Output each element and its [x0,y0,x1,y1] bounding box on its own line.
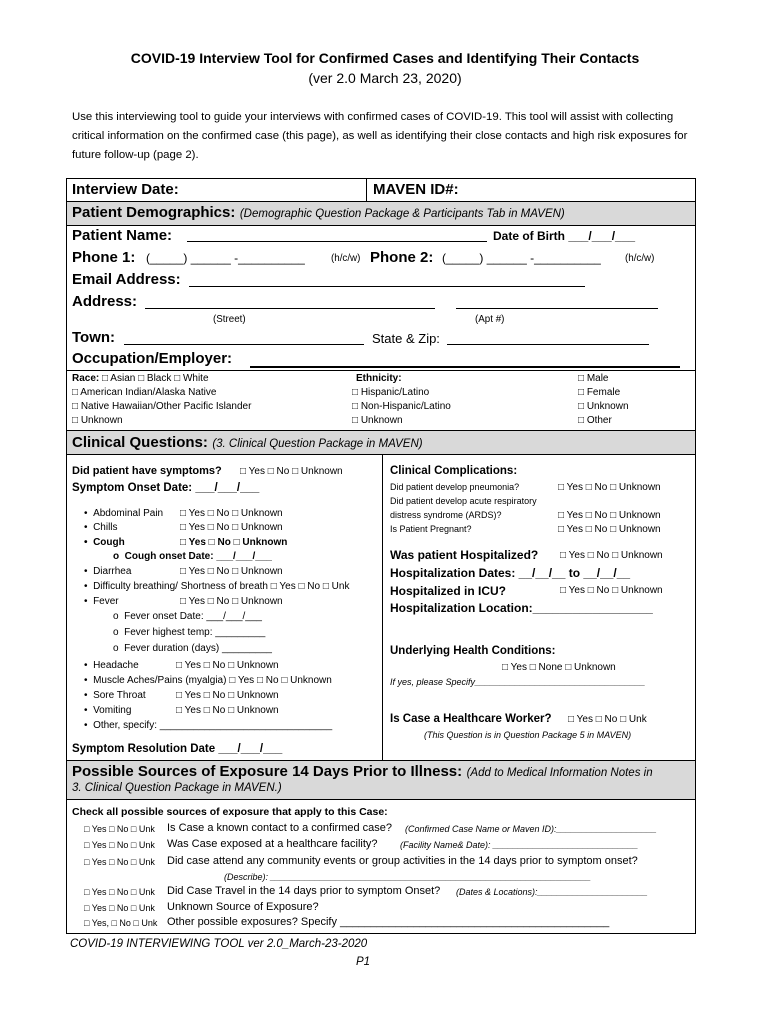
divider [66,454,696,455]
race-option-nh[interactable]: □ Native Hawaiian/Other Pacific Islander [72,401,252,412]
page-number: P1 [356,956,371,968]
ethnicity-non-hispanic[interactable]: □ Non-Hispanic/Latino [352,401,451,412]
symptom-muscle[interactable]: • Muscle Aches/Pains (myalgia) □ Yes □ No □ Unknown [84,675,332,686]
exposure-travel-note[interactable]: (Dates & Locations):______________________ [456,887,648,897]
symptom-label: Difficulty breathing/ Shortness of breath □ Yes □ No □ Unk [93,581,350,592]
phone2-label: Phone 2: [370,249,434,266]
sex-female[interactable]: □ Female [578,387,621,398]
interview-date-label: Interview Date: [72,181,179,198]
symptom-label: Other, specify: _______________________________ [93,720,333,731]
symptom-diarrhea: • Diarrhea [84,566,132,577]
exposure-other-question[interactable]: Other possible exposures? Specify ____________________________________________ [167,916,610,928]
pneumonia-options[interactable]: □ Yes □ No □ Unknown [558,482,661,493]
street-field[interactable] [145,296,435,309]
clinical-section [66,430,696,762]
hospitalization-location[interactable]: Hospitalization Location:__________________ [390,601,653,615]
icu-question: Hospitalized in ICU? [390,584,507,598]
sex-unknown[interactable]: □ Unknown [578,401,629,412]
divider [66,225,696,226]
underlying-options[interactable]: □ Yes □ None □ Unknown [502,662,616,673]
onset-date[interactable]: Symptom Onset Date: ___/___/___ [72,482,260,494]
demographics-heading: Patient Demographics: [72,204,236,221]
fever-temp-label: Fever highest temp: _________ [124,627,266,638]
fever-highest-temp[interactable]: o Fever highest temp: _________ [113,627,266,638]
document-subtitle: (ver 2.0 March 23, 2020) [308,70,462,86]
symptom-label: Chills [93,522,118,533]
ethnicity-unknown[interactable]: □ Unknown [352,415,403,426]
exposure-known-contact-options[interactable]: □ Yes □ No □ Unk [84,824,155,834]
pregnant-options[interactable]: □ Yes □ No □ Unknown [558,524,661,535]
fever-onset-label: Fever onset Date: ___/___/___ [124,611,262,622]
phone1-type[interactable]: (h/c/w) [331,253,361,264]
divider [66,370,696,371]
demographics-header [72,204,565,222]
demographics-note: (Demographic Question Package & Participants Tab in MAVEN) [239,208,565,220]
symptom-label: Diarrhea [93,566,132,577]
underlying-heading: Underlying Health Conditions: [390,645,556,657]
phone2-field[interactable]: (_____) ______ -__________ [442,251,601,265]
check-all-instruction: Check all possible sources of exposure that apply to this Case: [72,806,388,818]
symptom-breathing[interactable]: • Difficulty breathing/ Shortness of breath □ Yes □ No □ Unk [84,581,350,592]
email-label: Email Address: [72,271,181,288]
maven-id-label: MAVEN ID#: [373,181,459,198]
complications-heading: Clinical Complications: [390,465,518,477]
symptom-headache: • Headache [84,660,139,671]
phone1-field[interactable]: (_____) ______ -__________ [146,251,305,265]
clinical-heading: Clinical Questions: [72,434,208,451]
healthcare-worker-note: (This Question is in Question Package 5 in MAVEN) [424,730,632,740]
symptom-headache-options[interactable]: □ Yes □ No □ Unknown [176,660,279,671]
exposure-other-options[interactable]: □ Yes, □ No □ Unk [84,918,158,928]
symptom-resolution-date[interactable]: Symptom Resolution Date ___/___/___ [72,743,283,755]
symptom-fever-options[interactable]: □ Yes □ No □ Unknown [180,596,283,607]
symptom-sore-throat-options[interactable]: □ Yes □ No □ Unknown [176,690,279,701]
apt-caption: (Apt #) [475,314,505,325]
street-caption: (Street) [213,314,246,325]
patient-name-field[interactable] [187,229,487,242]
symptom-abdominal: • Abdominal Pain [84,508,164,519]
race-options-row1[interactable]: □ Asian □ Black □ White [102,373,209,384]
dob-label[interactable]: Date of Birth ___/___/___ [493,229,636,243]
symptom-diarrhea-options[interactable]: □ Yes □ No □ Unknown [180,566,283,577]
exposure-healthcare-options[interactable]: □ Yes □ No □ Unk [84,840,155,850]
patient-name-label: Patient Name: [72,227,173,244]
symptom-cough: • Cough [84,537,125,548]
address-label: Address: [72,293,138,310]
fever-duration[interactable]: o Fever duration (days) _________ [113,643,272,654]
exposure-healthcare-question: Was Case exposed at a healthcare facility? [167,838,378,850]
symptoms-question: Did patient have symptoms? [72,465,222,477]
exposure-unknown-question: Unknown Source of Exposure? [167,901,319,913]
divider [366,178,367,201]
sex-other[interactable]: □ Other [578,415,612,426]
symptom-label: Muscle Aches/Pains (myalgia) □ Yes □ No □ Unknown [93,675,332,686]
hospitalized-options[interactable]: □ Yes □ No □ Unknown [560,550,663,561]
exposure-healthcare-note[interactable]: (Facility Name& Date): _____________________________ [400,840,639,850]
ards-question-line1: Did patient develop acute respiratory [390,496,537,506]
occupation-label: Occupation/Employer: [72,350,233,367]
cough-onset-date[interactable]: o Cough onset Date: ___/___/___ [113,551,272,562]
ethnicity-hispanic[interactable]: □ Hispanic/Latino [352,387,430,398]
symptoms-options[interactable]: □ Yes □ No □ Unknown [240,466,343,477]
divider [382,454,383,760]
exposure-note-line2: 3. Clinical Question Package in MAVEN.) [72,782,282,794]
symptom-label: Sore Throat [93,690,146,701]
symptom-fever: • Fever [84,596,119,607]
document-title: COVID-19 Interview Tool for Confirmed Cases and Identifying Their Contacts [130,50,640,66]
symptom-label: Vomiting [93,705,132,716]
exposure-community-question: Did case attend any community events or group activities in the 14 days prior to symptom onset? [167,855,638,867]
exposure-note: (Add to Medical Information Notes in [466,767,653,779]
symptom-cough-options[interactable]: □ Yes □ No □ Unknown [180,537,288,548]
pneumonia-question: Did patient develop pneumonia? [390,482,520,492]
race-group[interactable] [72,373,209,384]
footer-title: COVID-19 INTERVIEWING TOOL ver 2.0_March-23-2020 [70,938,368,950]
occupation-field[interactable] [250,354,680,368]
symptom-label: Abdominal Pain [93,508,164,519]
healthcare-worker-question: Is Case a Healthcare Worker? [390,713,552,725]
symptom-vomiting-options[interactable]: □ Yes □ No □ Unknown [176,705,279,716]
healthcare-worker-options[interactable]: □ Yes □ No □ Unk [568,714,647,725]
clinical-header [72,434,423,452]
apt-field[interactable] [456,296,658,309]
race-option-unknown[interactable]: □ Unknown [72,415,123,426]
hospitalization-dates[interactable]: Hospitalization Dates: __/__/__ to __/__/__ [390,566,631,580]
symptom-sore-throat: • Sore Throat [84,690,146,701]
exposure-known-contact-question: Is Case a known contact to a confirmed case? [167,822,393,834]
symptom-abdominal-options[interactable]: □ Yes □ No □ Unknown [180,508,283,519]
exposure-travel-question: Did Case Travel in the 14 days prior to symptom Onset? [167,885,441,897]
exposure-header [72,763,653,781]
symptom-chills: • Chills [84,522,118,533]
symptom-other[interactable]: • Other, specify: _______________________________ [84,720,333,731]
hospitalized-question: Was patient Hospitalized? [390,548,539,562]
phone2-type[interactable]: (h/c/w) [625,253,655,264]
symptom-label: Headache [93,660,139,671]
exposure-community-describe[interactable]: (Describe): ________________________________________________________________ [224,872,591,882]
pregnant-question: Is Patient Pregnant? [390,524,472,534]
symptom-label: Cough [93,537,125,548]
exposure-travel-options[interactable]: □ Yes □ No □ Unk [84,887,155,897]
race-option-ai[interactable]: □ American Indian/Alaska Native [72,387,217,398]
icu-options[interactable]: □ Yes □ No □ Unknown [560,585,663,596]
state-zip-label: State & Zip: [372,331,440,346]
email-field[interactable] [189,274,585,287]
divider [66,799,696,800]
cough-onset-label: Cough onset Date: ___/___/___ [124,551,272,562]
race-label: Race: [72,373,100,384]
sex-male[interactable]: □ Male [578,373,609,384]
symptom-vomiting: • Vomiting [84,705,132,716]
exposure-known-contact-note[interactable]: (Confirmed Case Name or Maven ID):____________________ [405,824,657,834]
ards-options[interactable]: □ Yes □ No □ Unknown [558,510,661,521]
underlying-specify[interactable]: If yes, please Specify__________________________________ [390,677,646,687]
state-zip-field[interactable] [447,332,649,345]
exposure-community-options[interactable]: □ Yes □ No □ Unk [84,857,155,867]
clinical-note: (3. Clinical Question Package in MAVEN) [212,438,423,450]
town-field[interactable] [124,332,364,345]
symptom-chills-options[interactable]: □ Yes □ No □ Unknown [180,522,283,533]
fever-duration-label: Fever duration (days) _________ [124,643,272,654]
fever-onset-date[interactable]: o Fever onset Date: ___/___/___ [113,611,262,622]
exposure-unknown-options[interactable]: □ Yes □ No □ Unk [84,903,155,913]
ethnicity-label: Ethnicity: [356,373,402,384]
exposure-heading: Possible Sources of Exposure 14 Days Prior to Illness: [72,763,463,780]
intro-paragraph: Use this interviewing tool to guide your interviews with confirmed cases of COVID-19. This tool will assist with collecting critical information on the confirmed case (this page), as well as identifying their close contacts and high risk exposures for future follow-up (page 2). [72,111,688,161]
town-label: Town: [72,329,116,346]
phone1-label: Phone 1: [72,249,136,266]
symptom-label: Fever [93,596,119,607]
ards-question-line2: distress syndrome (ARDS)? [390,510,502,520]
